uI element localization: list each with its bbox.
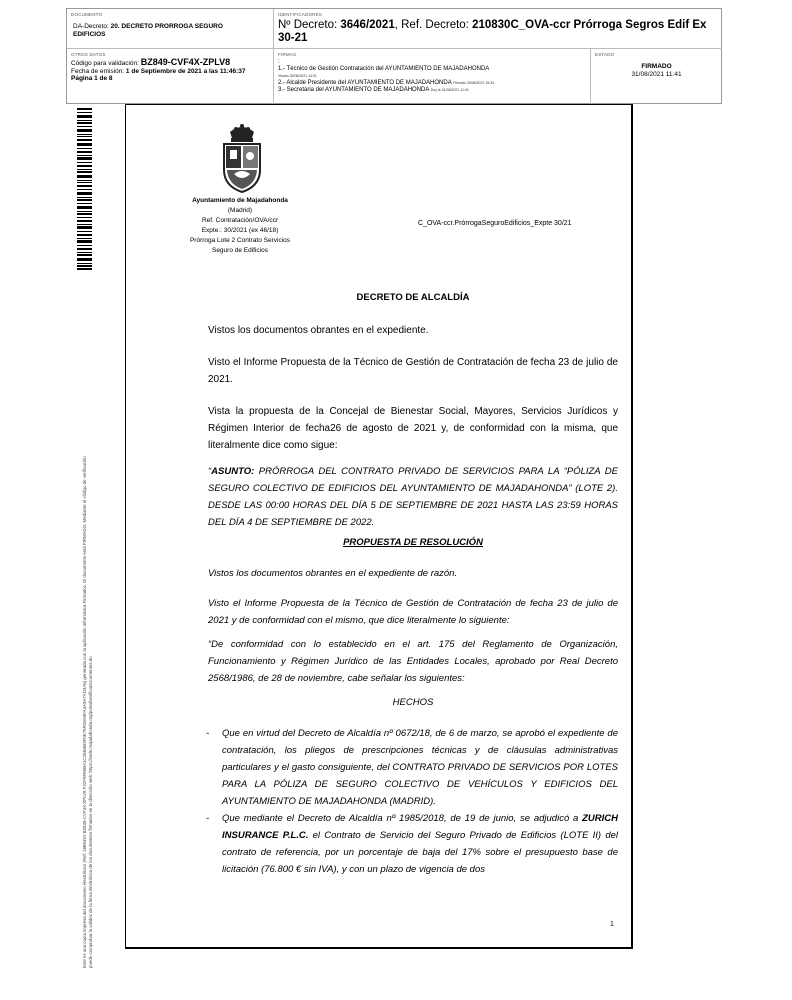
paragraph-reglamento: “De conformidad con lo establecido en el art. 175 del Reglamento de Organización, Funcionamiento y Régimen Jurídico de las Entidades Locales, aprobado por Real Decreto 2568/1986, de 28 de noviembre, cabe señalar los siguientes: [208, 639, 618, 684]
side-verification-text: Este es una copia impresa del documento electrónico (Ref: 1885491 BZ849-CVF4X-ZPLV8 F22F9F85BA1C2EB3B9F0E75FD8A9FA4A9A7AD3A5) generada con la aplicación informática Firmadoc. El documento está FIRMADO. Mediante el código de verificación puede comprobar la validez de la firma electrónica de los documentos firmados en la dirección web: https://sede.majadahonda.org/portal/verificaDocumentos.do [82, 456, 93, 968]
firmas-label: FIRMAS [278, 52, 297, 57]
estado-status [595, 63, 718, 79]
barcode-image [77, 108, 92, 270]
org-reference: Ref. Contratación/OVA/ccr [201, 217, 279, 224]
list-item: - Que en virtud del Decreto de Alcaldía nº 0672/18, de 6 de marzo, se aprobó el expediente de contratación, los pliegos de prescripciones técnicas y de cláusulas administrativas particulares y el gasto consiguiente, del CONTRATO PRIVADO DE SERVICIOS POR LOTES PARA LA PÓLIZA DE SEGURO COLECTIVO DE VEHÍCULOS Y EDIFICIOS DEL AYUNTAMIENTO DE MAJADAHONDA (MADRID). [206, 728, 618, 807]
firma-1-date: Visado 26/08/2021 14:01 [278, 74, 317, 78]
header-identificadores-cell [274, 9, 722, 49]
decreto-identifier: Nº Decreto: 3646/2021, Ref. Decreto: 210830C_OVA-ccr Prórroga Segros Edif Ex 30-21 [278, 19, 707, 44]
estado-date: 31/08/2021 11:41 [631, 71, 682, 78]
documento-label: DOCUMENTO [71, 12, 103, 17]
page-number: 1 [610, 921, 614, 928]
section-hechos: HECHOS [392, 697, 434, 708]
header-estado-cell [591, 49, 722, 104]
document-header [66, 8, 722, 104]
paragraph-asunto: “ASUNTO: PRÓRROGA DEL CONTRATO PRIVADO DE SERVICIOS PARA LA “PÓLIZA DE SEGURO COLECTIVO DE EDIFICIOS DEL AYUNTAMIENTO DE MAJADAHONDA” (LOTE 2). DESDE LAS 00:00 HORAS DEL DÍA 5 DE SEPTIEMBRE DE 2021 HASTA LAS 23:59 HORAS DEL DÍA 4 DE SEPTIEMBRE DE 2022. [208, 466, 618, 528]
fecha-emision: Fecha de emisión: 1 de Septiembre de 2021 a las 11:46:37 [71, 67, 246, 75]
coat-of-arms-icon [216, 122, 268, 194]
firma-2: 2.- Alcalde Presidente del AYUNTAMIENTO DE MAJADAHONDA Firmado 30/08/2021 15:34 [278, 80, 495, 86]
organization-block [170, 196, 310, 256]
firmas-list: : 1.- Técnico de Gestión Contratación del AYUNTAMIENTO DE MAJADAHONDA Visado 26/08/2021 14:01 2.- Alcalde Presidente del AYUNTAMIENTO DE MAJADAHONDA Firmado 30/08/2021 15:34 3.- Secretaria del AYUNTAMIENTO DE MAJADAHONDA Doy fe 31/08/2021 11:41 [278, 59, 586, 94]
codigo-validacion: Código para validación: BZ849-CVF4X-ZPLV8 [71, 57, 231, 67]
org-name: Ayuntamiento de Majadahonda [192, 197, 288, 204]
estado-label: ESTADO [595, 52, 615, 57]
estado-value: FIRMADO [641, 63, 672, 70]
paragraph-informe-propuesta: Visto el Informe Propuesta de la Técnico de Gestión de Contratación de fecha 23 de julio de 2021 y de conformidad con el mismo, que dice literalmente lo siguiente: [208, 598, 618, 626]
paragraph-vistos: Vistos los documentos obrantes en el expediente. [208, 325, 429, 336]
document-reference: C_OVA-ccr.PrórrogaSeguroEdificios_Expte 30/21 [418, 220, 572, 227]
pagina-count: Página 1 de 8 [71, 75, 113, 82]
org-subject-1: Prórroga Lote 2 Contrato Servicios [189, 237, 291, 244]
paragraph-vistos-razon: Vistos los documentos obrantes en el expediente de razón. [208, 568, 458, 579]
org-region: (Madrid) [227, 207, 253, 214]
paragraph-informe: Visto el Informe Propuesta de la Técnico de Gestión de Contratación de fecha 23 de julio de 2021. [208, 357, 618, 385]
header-firmas-cell [274, 49, 591, 104]
firma-1: 1.- Técnico de Gestión Contratación del AYUNTAMIENTO DE MAJADAHONDA [278, 66, 490, 72]
documento-value: DA-Decreto: 20. DECRETO PRORROGA SEGURO EDIFICIOS [73, 23, 223, 38]
list-item: - Que mediante el Decreto de Alcaldía nº 1985/2018, de 19 de junio, se adjudicó a ZURICH INSURANCE P.L.C. el Contrato de Servicio del Seguro Privado de Edificios (LOTE II) del contrato de referencia, por un porcentaje de baja del 17% sobre el presupuesto base de licitación (76.800 € sin IVA), y con un plazo de vigencia de dos [206, 813, 618, 875]
firma-3: 3.- Secretaria del AYUNTAMIENTO DE MAJADAHONDA Doy fe 31/08/2021 11:41 [278, 87, 469, 93]
page-title: DECRETO DE ALCALDÍA [356, 292, 470, 303]
paragraph-propuesta: Vista la propuesta de la Concejal de Bienestar Social, Mayores, Servicios Jurídicos y Régimen Interior de fecha26 de agosto de 2021 y, de conformidad con la misma, que literalmente dice como sigue: [208, 406, 618, 451]
otros-datos-label: OTROS DATOS [71, 52, 106, 57]
org-subject-2: Seguro de Edificios [211, 247, 268, 254]
org-expediente: Expte.: 30/2021 (ex 46/18) [201, 227, 279, 234]
header-otros-datos-cell [67, 49, 274, 104]
identificadores-label: IDENTIFICADORES [278, 12, 323, 17]
section-propuesta-resolucion: PROPUESTA DE RESOLUCIÓN [343, 537, 483, 548]
header-documento-cell [67, 9, 274, 49]
